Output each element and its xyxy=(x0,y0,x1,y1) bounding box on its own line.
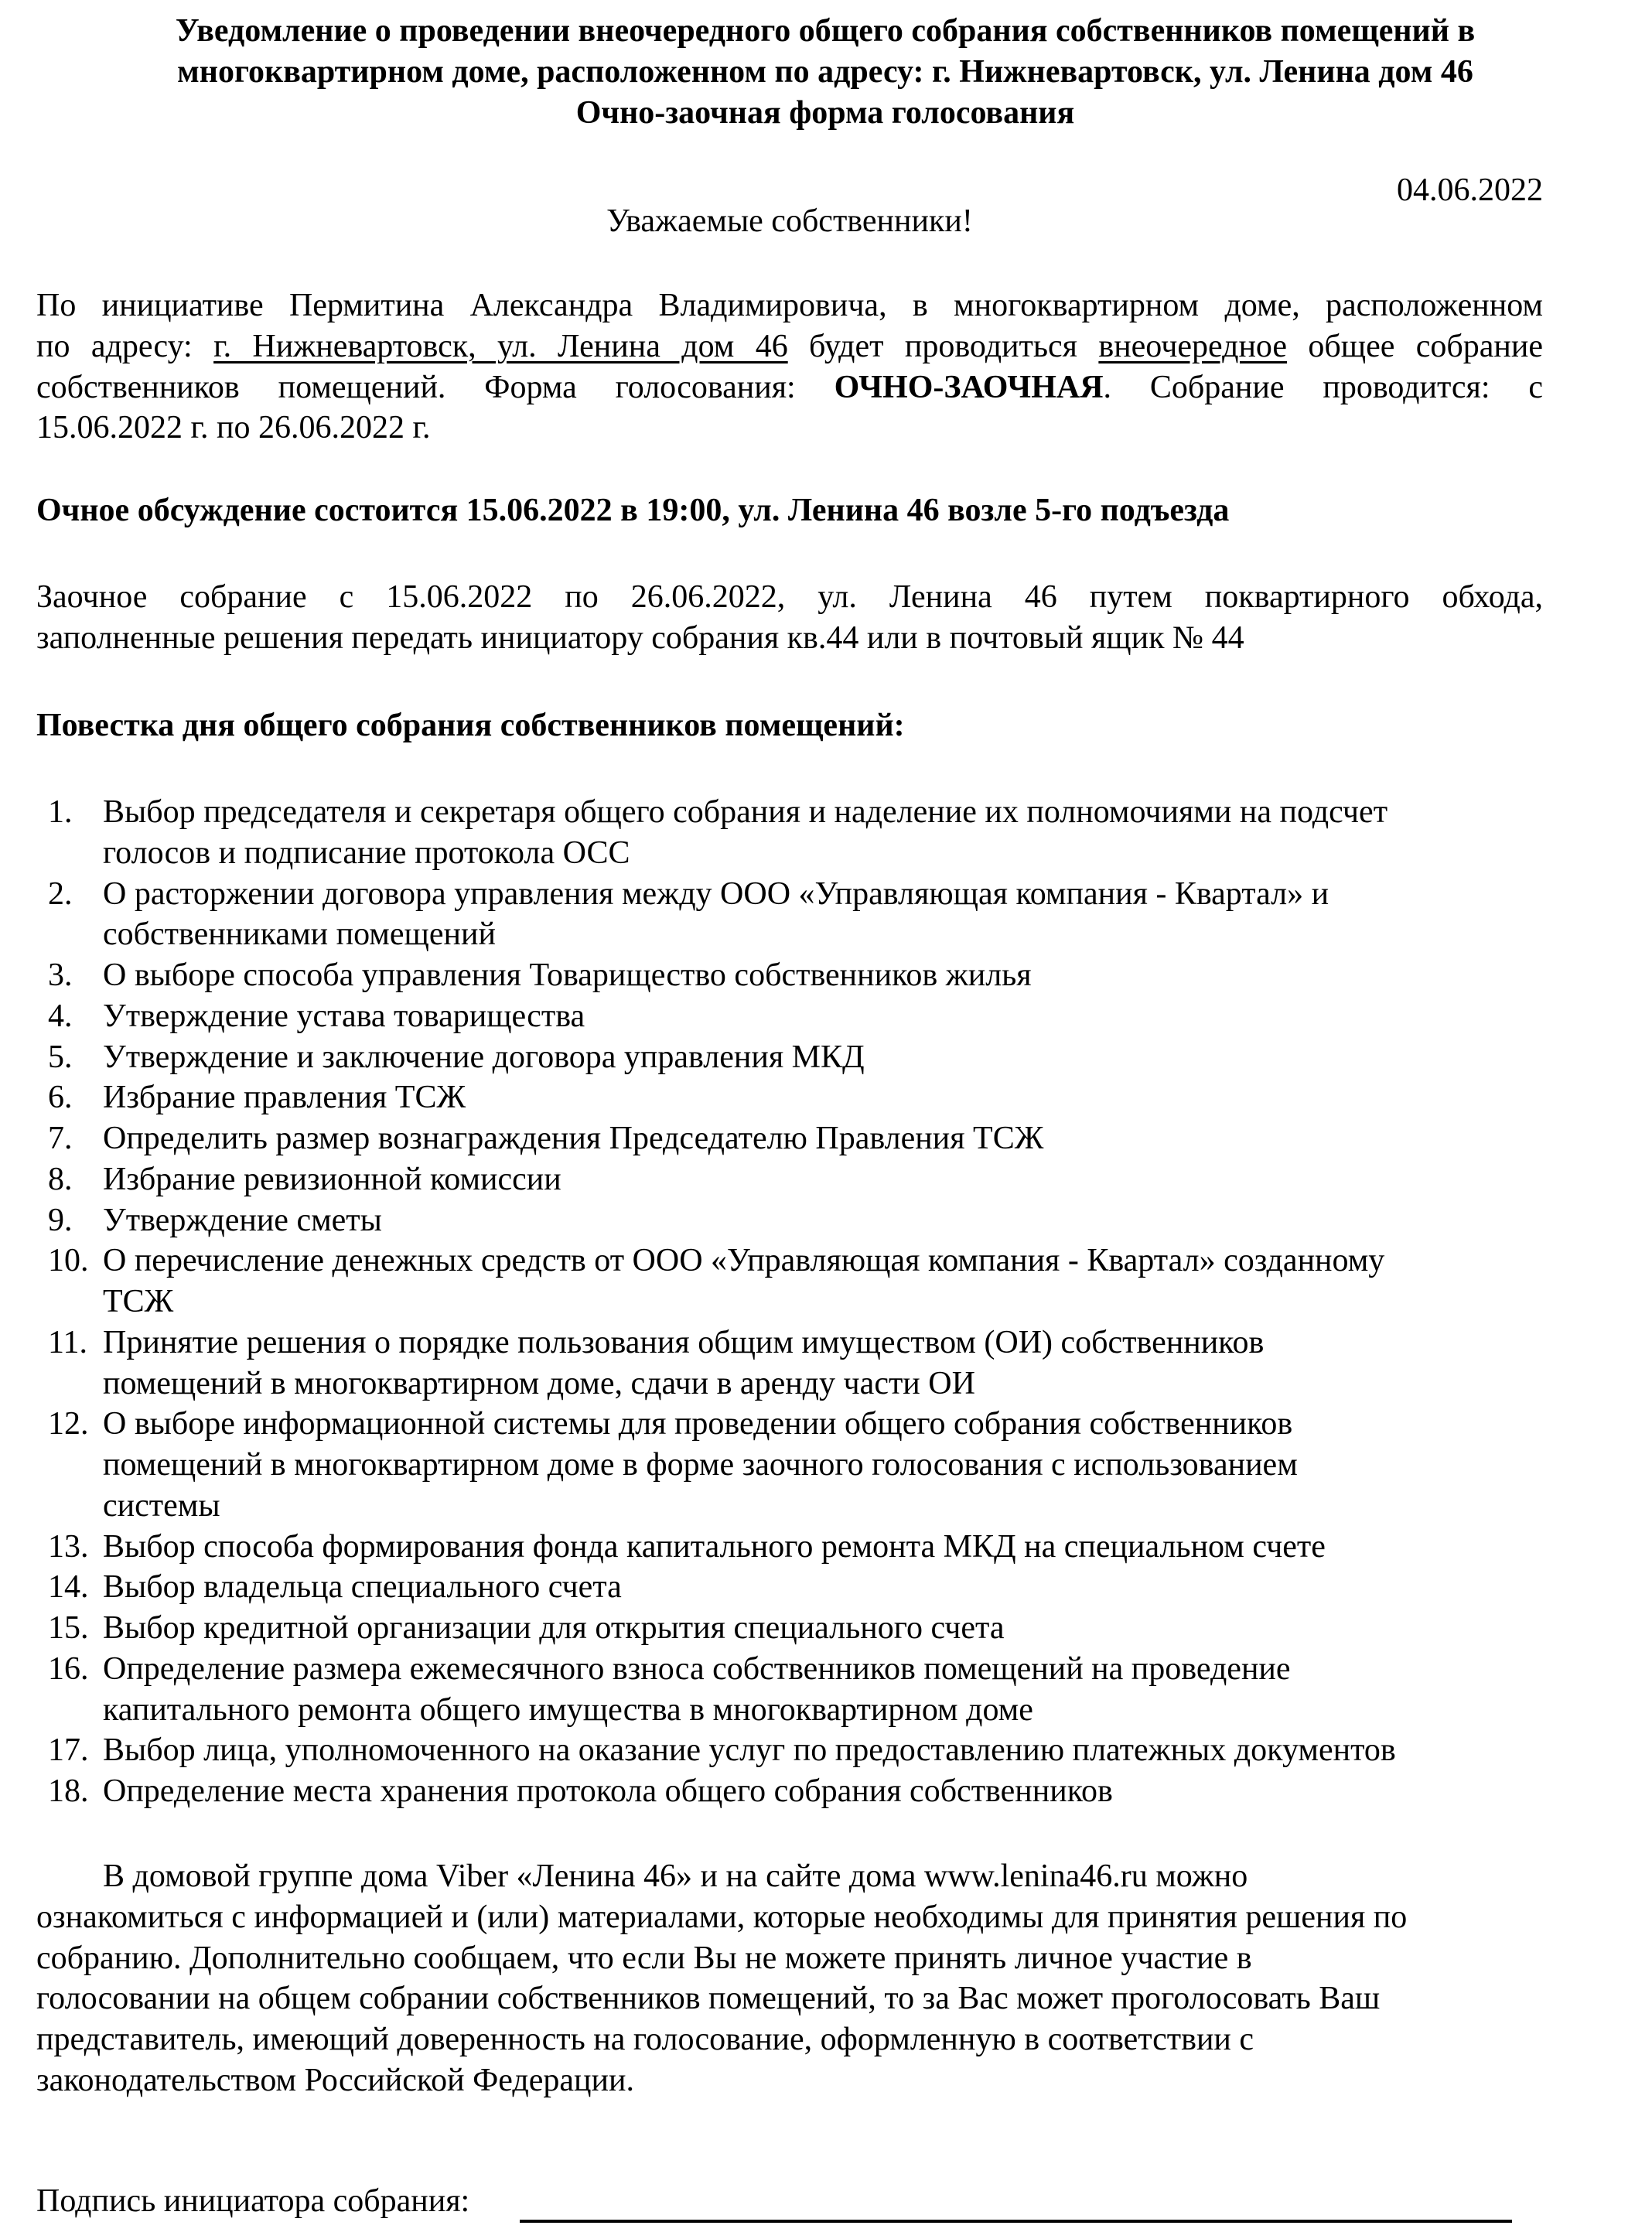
agenda-item-number: 4. xyxy=(48,998,73,1034)
agenda-item xyxy=(0,792,1534,874)
agenda-item-number: 14. xyxy=(48,1569,89,1606)
info-line: голосовании на общем собрании собственников помещений, то за Вас может проголосовать Ваш xyxy=(36,1981,1381,2017)
info-line: представитель, имеющий доверенность на голосование, оформленную в соответствии с xyxy=(36,2022,1254,2057)
in-person-discussion: Очное обсуждение состоится 15.06.2022 в 19:00, ул. Ленина 46 возле 5-го подъезда xyxy=(36,493,1230,528)
agenda-item xyxy=(0,1037,1534,1078)
greeting: Уважаемые собственники! xyxy=(606,203,973,239)
agenda-item-number: 9. xyxy=(48,1202,73,1238)
agenda-item-text: Утверждение и заключение договора управления МКД xyxy=(103,1039,865,1075)
agenda-item-number: 16. xyxy=(48,1650,89,1687)
absentee-line-1: Заочное собрание с 15.06.2022 по 26.06.2022, ул. Ленина 46 путем поквартирного обхода, xyxy=(36,579,1543,615)
agenda-item-text: О перечисление денежных средств от ООО «Управляющая компания - Квартал» созданному xyxy=(103,1243,1385,1279)
agenda-item xyxy=(0,1649,1534,1731)
voting-form: ОЧНО-ЗАОЧНАЯ xyxy=(834,369,1104,405)
intro-line-1: По инициативе Пермитина Александра Владимировича, в многоквартирном доме, расположенном xyxy=(36,288,1543,323)
meeting-type: внеочередное xyxy=(1098,328,1288,364)
agenda-item xyxy=(0,996,1534,1037)
agenda-item-number: 12. xyxy=(48,1406,89,1442)
signature-label: Подпись инициатора собрания: xyxy=(36,2183,470,2219)
agenda-item xyxy=(0,1200,1534,1241)
agenda-item xyxy=(0,1527,1534,1568)
agenda-item-number: 6. xyxy=(48,1080,73,1116)
agenda-item-text: Выбор кредитной организации для открытия специального счета xyxy=(103,1610,1005,1646)
agenda-item xyxy=(0,955,1534,996)
agenda-item-number: 8. xyxy=(48,1161,73,1197)
agenda-item xyxy=(0,1730,1534,1771)
agenda-heading: Повестка дня общего собрания собственников помещений: xyxy=(36,708,905,743)
agenda-item xyxy=(0,1567,1534,1608)
agenda-item-text: системы xyxy=(103,1487,220,1524)
agenda-item xyxy=(0,1118,1534,1159)
agenda-item xyxy=(0,1323,1534,1404)
info-line: ознакомиться с информацией и (или) материалами, которые необходимы для принятия решения по xyxy=(36,1899,1408,1935)
intro-line-3 xyxy=(36,367,1543,408)
agenda-item xyxy=(0,1404,1534,1526)
agenda-item-number: 3. xyxy=(48,957,73,993)
agenda-item-text: Выбор председателя и секретаря общего собрания и наделение их полномочиями на подсчет xyxy=(103,794,1388,830)
title-line-1: Уведомление о проведении внеочередного общего собрания собственников помещений в xyxy=(175,13,1476,49)
building-address: г. Нижневартовск, ул. Ленина дом 46 xyxy=(213,328,788,364)
intro-text: . Собрание проводится: с xyxy=(1103,369,1543,405)
info-paragraph xyxy=(36,1856,1543,2101)
meeting-period: 15.06.2022 г. по 26.06.2022 г. xyxy=(36,410,431,446)
agenda-item-text: Утверждение сметы xyxy=(103,1202,382,1238)
agenda-item-text: Выбор способа формирования фонда капитального ремонта МКД на специальном счете xyxy=(103,1528,1326,1565)
agenda-item-text: О выборе информационной системы для проведении общего собрания собственников xyxy=(103,1406,1293,1442)
agenda-item-text: собственниками помещений xyxy=(103,916,496,953)
agenda-item-text: помещений в многоквартирном доме в форме заочного голосования с использованием xyxy=(103,1447,1298,1483)
agenda-item-text: ТСЖ xyxy=(103,1284,174,1319)
absentee-paragraph xyxy=(36,577,1543,659)
agenda-item-number: 5. xyxy=(48,1039,73,1075)
title-line-2: многоквартирном доме, расположенном по адресу: г. Нижневартовск, ул. Ленина дом 46 xyxy=(177,53,1473,90)
intro-paragraph xyxy=(36,285,1543,449)
signature-line xyxy=(520,2220,1512,2223)
agenda-item-number: 2. xyxy=(48,875,73,912)
agenda-item-text: капитального ремонта общего имущества в многоквартирном доме xyxy=(103,1691,1033,1728)
agenda-item-number: 10. xyxy=(48,1243,89,1279)
agenda-item xyxy=(0,1241,1534,1323)
document-title xyxy=(36,11,1614,133)
agenda-item-number: 7. xyxy=(48,1121,73,1156)
agenda-item-text: О расторжении договора управления между ООО «Управляющая компания - Квартал» и xyxy=(103,875,1329,912)
agenda-item-text: Определение места хранения протокола общего собрания собственников xyxy=(103,1773,1113,1809)
agenda-item xyxy=(0,1771,1534,1812)
agenda-item-number: 13. xyxy=(48,1528,89,1565)
intro-text: будет проводиться xyxy=(787,328,1099,364)
signature-block xyxy=(36,2181,1543,2222)
agenda-item xyxy=(0,1077,1534,1118)
agenda-item-number: 15. xyxy=(48,1610,89,1646)
notice-date: 04.06.2022 xyxy=(1397,172,1543,208)
agenda-item-text: Выбор владельца специального счета xyxy=(103,1569,622,1606)
intro-text: собственников помещений. Форма голосования: xyxy=(36,369,835,405)
agenda-item-text: Избрание правления ТСЖ xyxy=(103,1080,466,1116)
agenda-item-text: голосов и подписание протокола ОСС xyxy=(103,835,630,871)
info-line: В домовой группе дома Viber «Ленина 46» и на сайте дома www.lenina46.ru можно xyxy=(103,1858,1248,1894)
info-line: законодательством Российской Федерации. xyxy=(36,2062,634,2098)
agenda-item-text: Выбор лица, уполномоченного на оказание услуг по предоставлению платежных документов xyxy=(103,1732,1396,1769)
agenda-list xyxy=(0,792,1652,1812)
agenda-item-text: помещений в многоквартирном доме, сдачи в аренду части ОИ xyxy=(103,1365,975,1401)
agenda-item-number: 11. xyxy=(48,1324,87,1360)
agenda-item-text: Определение размера ежемесячного взноса собственников помещений на проведение xyxy=(103,1650,1291,1687)
agenda-item-number: 1. xyxy=(48,794,73,830)
agenda-item-text: Определить размер вознаграждения Председателю Правления ТСЖ xyxy=(103,1121,1044,1156)
title-line-3-voting-form: Очно-заочная форма голосования xyxy=(575,94,1075,131)
absentee-line-2: заполненные решения передать инициатору собрания кв.44 или в почтовый ящик № 44 xyxy=(36,619,1244,656)
agenda-item-number: 18. xyxy=(48,1773,89,1809)
intro-text: по адресу: xyxy=(36,328,214,364)
info-line: собранию. Дополнительно сообщаем, что если Вы не можете принять личное участие в xyxy=(36,1940,1252,1976)
intro-line-2 xyxy=(36,326,1543,367)
agenda-item-number: 17. xyxy=(48,1732,89,1769)
agenda-item xyxy=(0,1159,1534,1200)
agenda-item-text: Утверждение устава товарищества xyxy=(103,998,585,1034)
agenda-item-text: О выборе способа управления Товарищество собственников жилья xyxy=(103,957,1032,993)
agenda-item xyxy=(0,874,1534,956)
agenda-item-text: Принятие решения о порядке пользования общим имуществом (ОИ) собственников xyxy=(103,1324,1265,1360)
agenda-item-text: Избрание ревизионной комиссии xyxy=(103,1161,561,1197)
intro-text: общее собрание xyxy=(1287,328,1544,364)
agenda-item xyxy=(0,1608,1534,1649)
